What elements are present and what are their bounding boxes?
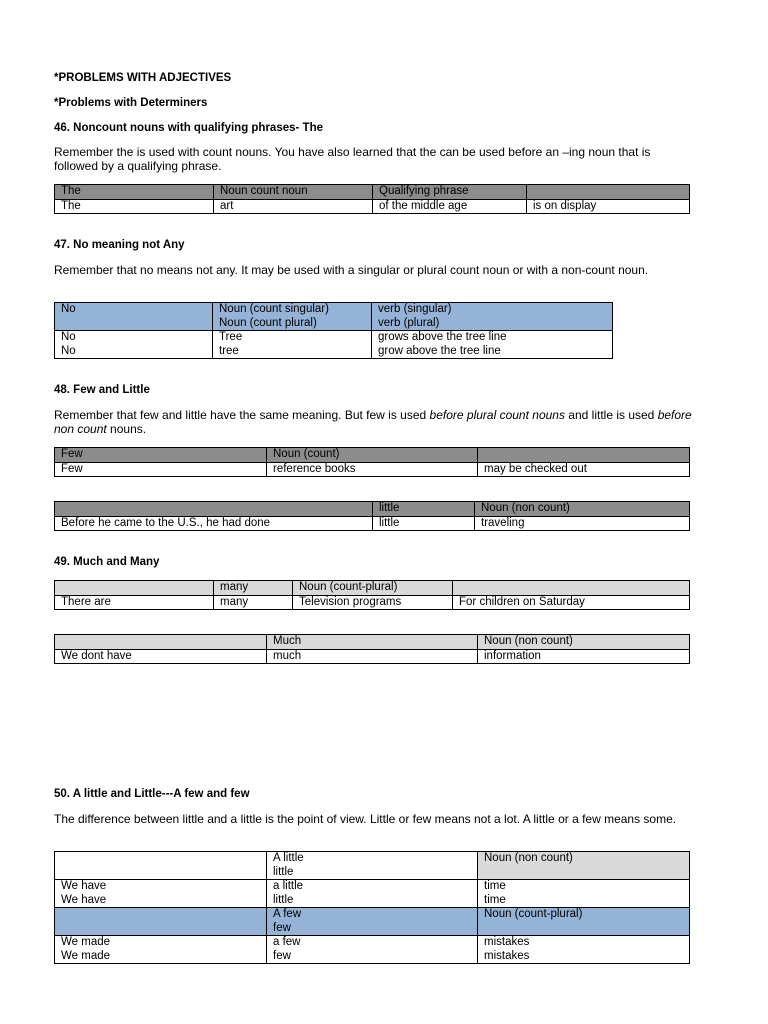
table-row — [55, 936, 690, 964]
table-cell: Noun (count-plural) — [478, 908, 690, 936]
table-header-cell: many — [214, 581, 293, 596]
table-cell: We have We have — [55, 880, 267, 908]
table-row — [55, 852, 690, 880]
table-header-cell — [478, 448, 690, 463]
table-header-cell: verb (singular) verb (plural) — [372, 303, 613, 331]
table-cell: We dont have — [55, 649, 267, 664]
table-cell: Few — [55, 462, 267, 477]
text-emphasis: before non count — [54, 408, 692, 436]
table-cell: time time — [478, 880, 690, 908]
section-50-title: 50. A little and Little---A few and few — [54, 788, 250, 800]
section-48-text — [54, 408, 694, 436]
text-run: Remember that few and little have the same meaning. But few is used — [54, 408, 430, 422]
table-row — [55, 331, 613, 359]
table-row — [55, 516, 690, 531]
table-cell: grows above the tree line grow above the tree line — [372, 331, 613, 359]
section-47-text: Remember that no means not any. It may be used with a singular or plural count noun or with a non-count noun. — [54, 263, 649, 277]
table-row — [55, 199, 690, 214]
table-49a — [54, 580, 690, 610]
table-header-cell: little — [373, 502, 475, 517]
heading-adjectives: *PROBLEMS WITH ADJECTIVES — [54, 72, 232, 84]
table-cell: reference books — [267, 462, 478, 477]
table-header-cell — [453, 581, 690, 596]
table-cell: Noun (non count) — [478, 852, 690, 880]
table-header-cell: The — [55, 185, 214, 200]
table-cell: of the middle age — [373, 199, 527, 214]
table-cell: No No — [55, 331, 213, 359]
table-cell: Before he came to the U.S., he had done — [55, 516, 373, 531]
table-header-cell: No — [55, 303, 213, 331]
table-header-cell — [55, 635, 267, 650]
table-cell: many — [214, 595, 293, 610]
table-header-row — [55, 185, 690, 200]
table-cell: Television programs — [293, 595, 453, 610]
table-header-cell — [527, 185, 690, 200]
table-header-cell: Noun (count-plural) — [293, 581, 453, 596]
table-47 — [54, 302, 613, 359]
table-header-cell: Noun (count) — [267, 448, 478, 463]
table-cell: The — [55, 199, 214, 214]
section-46-title: 46. Noncount nouns with qualifying phrases- The — [54, 122, 323, 134]
table-header-cell — [55, 581, 214, 596]
table-cell: little — [373, 516, 475, 531]
table-cell: much — [267, 649, 478, 664]
table-cell: a little little — [267, 880, 478, 908]
table-row — [55, 908, 690, 936]
table-row — [55, 649, 690, 664]
table-cell: We made We made — [55, 936, 267, 964]
table-cell: mistakes mistakes — [478, 936, 690, 964]
table-46 — [54, 184, 690, 214]
text-run: and little is used — [564, 408, 658, 422]
table-header-cell — [55, 502, 373, 517]
table-cell: may be checked out — [478, 462, 690, 477]
table-cell: There are — [55, 595, 214, 610]
table-row — [55, 595, 690, 610]
table-cell: art — [214, 199, 373, 214]
section-50-text: The difference between little and a little is the point of view. Little or few means not a lot. A little or a few means some. — [54, 812, 677, 826]
table-header-cell: Few — [55, 448, 267, 463]
table-row — [55, 462, 690, 477]
table-49b — [54, 634, 690, 664]
table-cell: Tree tree — [213, 331, 372, 359]
table-row — [55, 880, 690, 908]
section-46-text: Remember the is used with count nouns. You have also learned that the can be used before an –ing noun that is followed by a qualifying phrase. — [54, 145, 651, 173]
table-header-row — [55, 448, 690, 463]
section-48-title: 48. Few and Little — [54, 384, 150, 396]
table-cell — [55, 852, 267, 880]
table-header-cell: Noun (non count) — [478, 635, 690, 650]
table-header-row — [55, 303, 613, 331]
table-header-cell: Much — [267, 635, 478, 650]
table-header-cell: Qualifying phrase — [373, 185, 527, 200]
table-cell: A few few — [267, 908, 478, 936]
table-header-cell: Noun (count singular) Noun (count plural) — [213, 303, 372, 331]
table-header-cell: Noun (non count) — [475, 502, 690, 517]
table-cell — [55, 908, 267, 936]
table-50 — [54, 851, 690, 964]
text-run: nouns. — [106, 422, 147, 436]
table-cell: A little little — [267, 852, 478, 880]
table-cell: information — [478, 649, 690, 664]
table-cell: is on display — [527, 199, 690, 214]
table-header-row — [55, 635, 690, 650]
text-emphasis: before plural count nouns — [429, 408, 565, 422]
heading-determiners: *Problems with Determiners — [54, 97, 208, 109]
table-header-row — [55, 581, 690, 596]
section-49-title: 49. Much and Many — [54, 556, 160, 568]
table-48b — [54, 501, 690, 531]
section-47-title: 47. No meaning not Any — [54, 239, 185, 251]
table-header-row — [55, 502, 690, 517]
table-48a — [54, 447, 690, 477]
table-cell: For children on Saturday — [453, 595, 690, 610]
table-cell: traveling — [475, 516, 690, 531]
table-header-cell: Noun count noun — [214, 185, 373, 200]
table-cell: a few few — [267, 936, 478, 964]
